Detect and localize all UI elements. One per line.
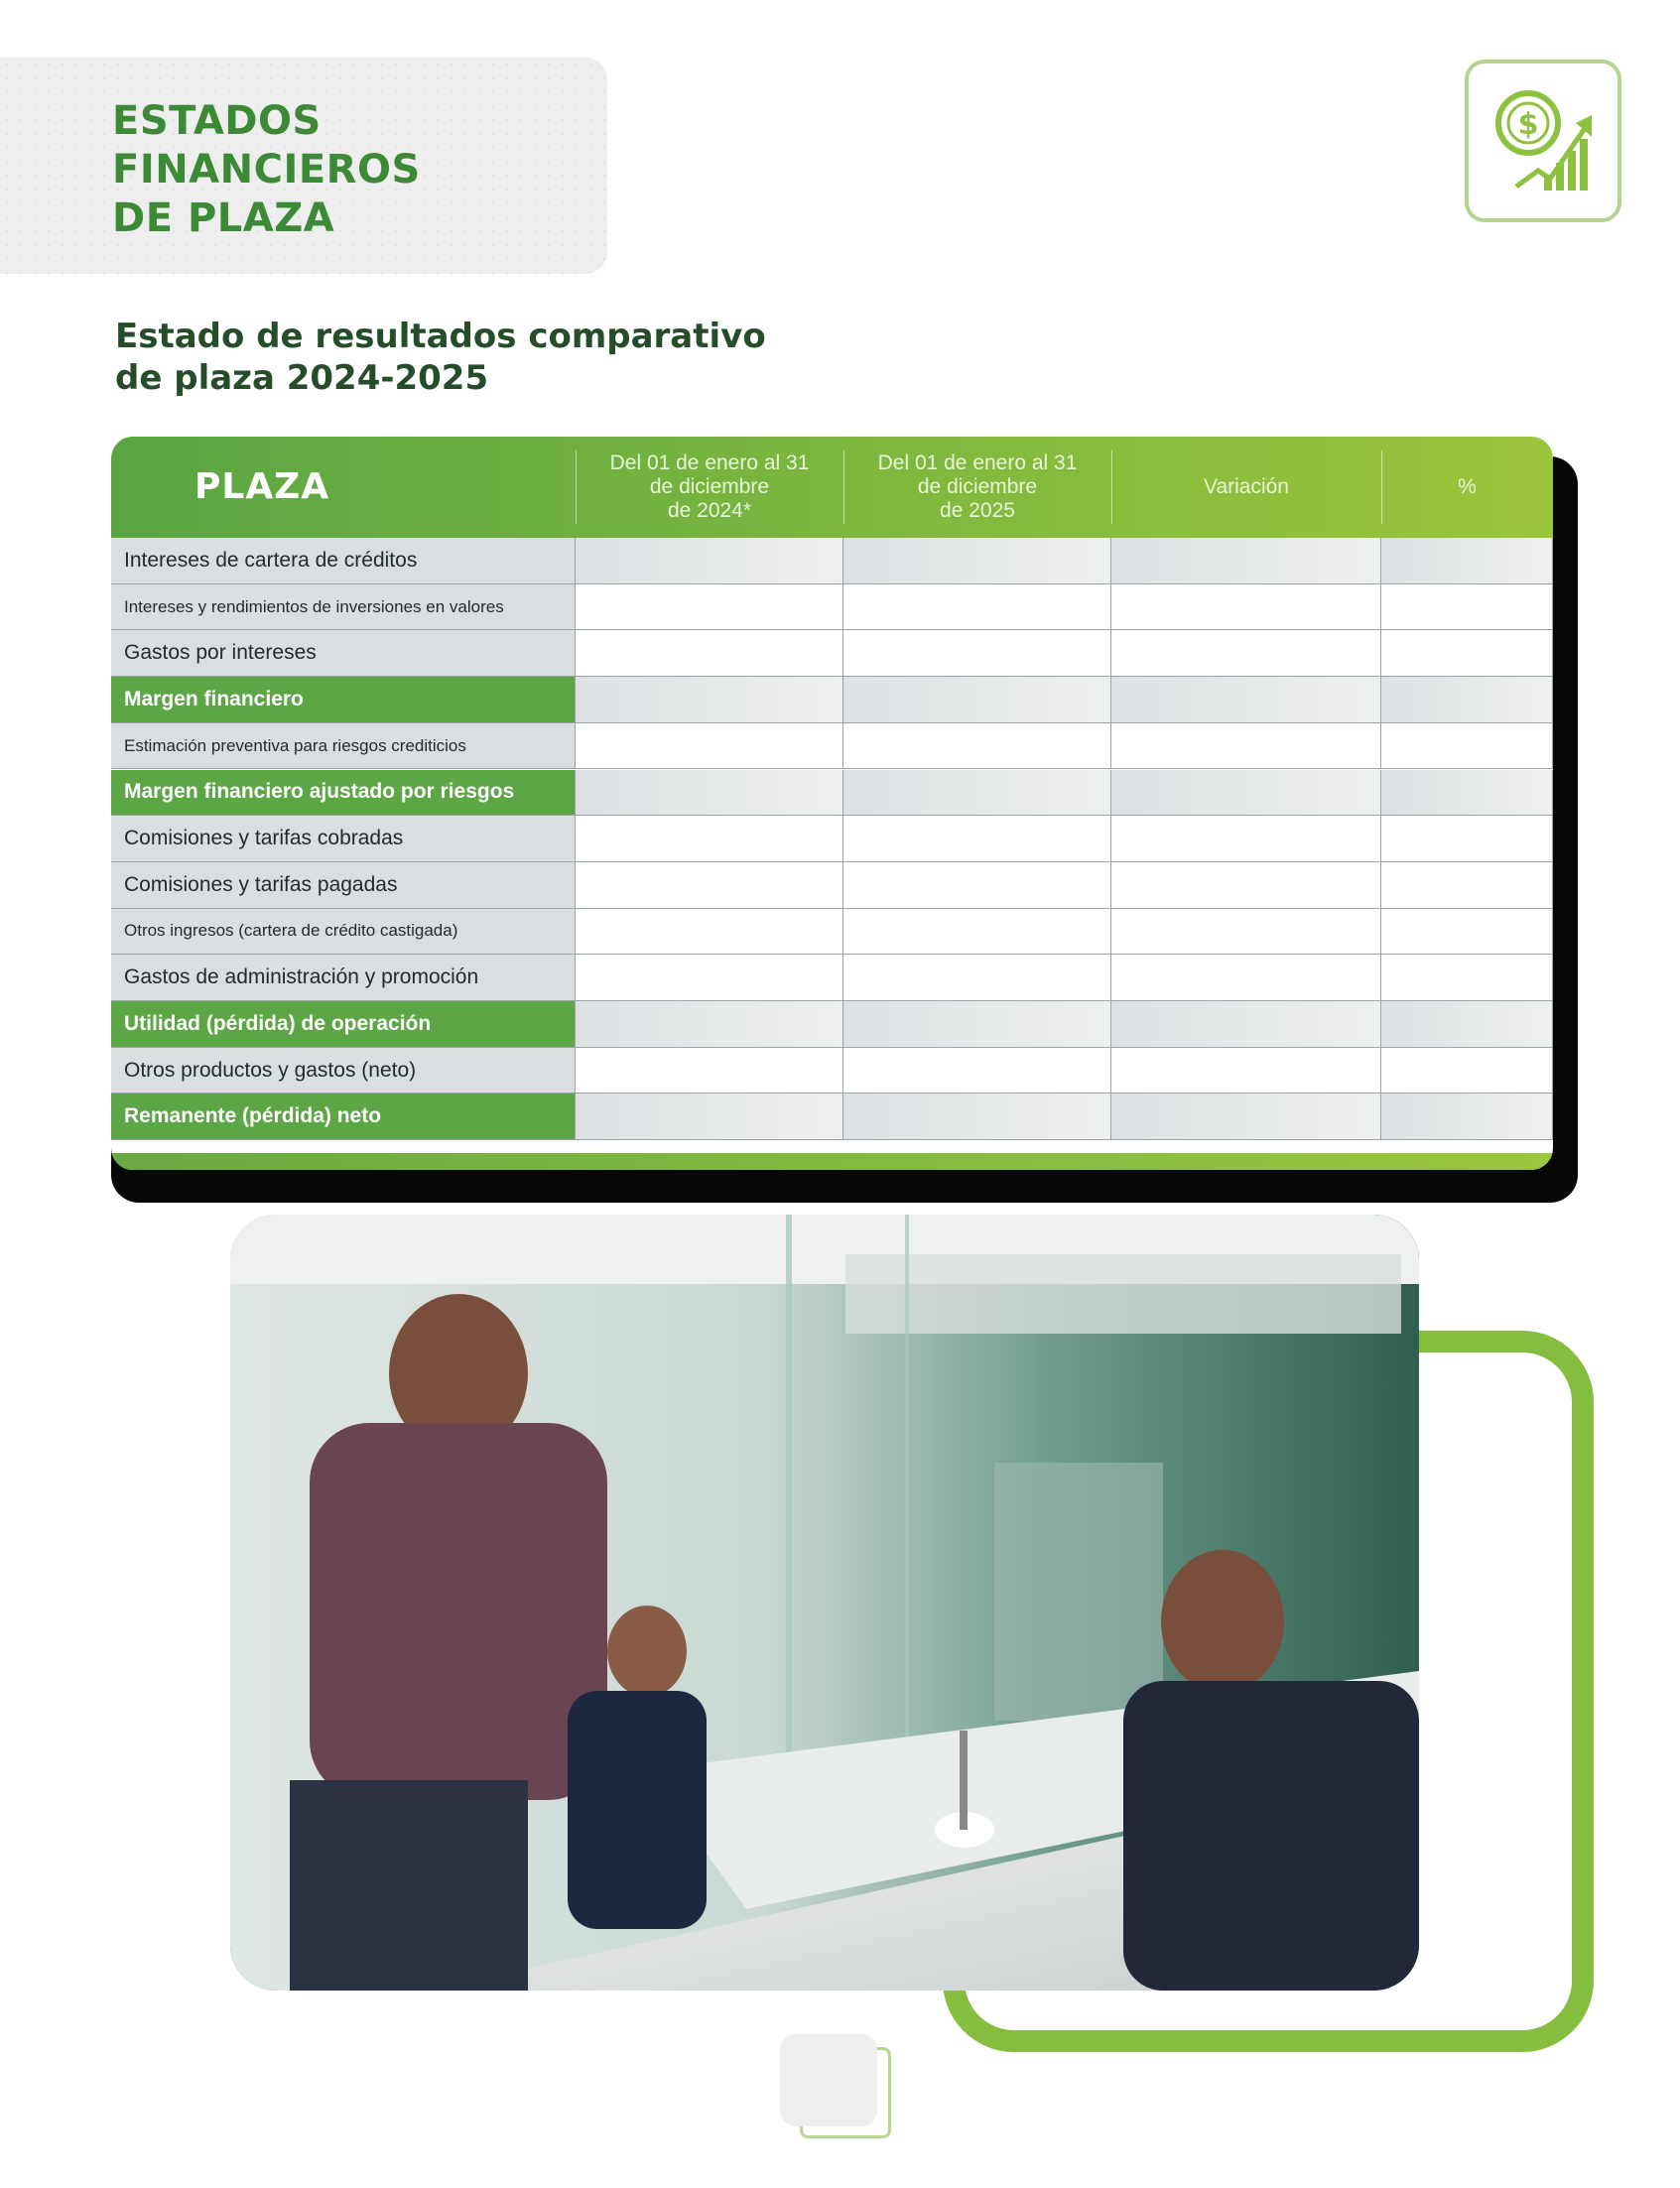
table-row <box>111 1001 1553 1048</box>
table-cell <box>843 1094 1111 1139</box>
page-title-line-1: ESTADOS <box>112 98 322 144</box>
page-title <box>112 97 421 243</box>
table-cell <box>576 630 843 676</box>
table-cell <box>576 816 843 861</box>
money-growth-chart-icon-graphic <box>1488 83 1598 198</box>
table-cell <box>1111 630 1381 676</box>
income-statement-table <box>111 437 1553 1170</box>
table-row <box>111 1094 1553 1140</box>
table-cell <box>1381 630 1553 676</box>
svg-text:$: $ <box>1517 107 1539 142</box>
column-header-2025-line-1: Del 01 de enero al 31 <box>877 451 1078 474</box>
money-growth-chart-icon <box>1465 60 1621 222</box>
column-header-2025-line-2: de diciembre <box>917 475 1038 498</box>
table-header <box>111 437 1553 538</box>
table-cell <box>576 1001 843 1047</box>
table-cell <box>1381 538 1553 583</box>
table-cell <box>843 538 1111 583</box>
branch-counter-photo-illustration <box>230 1215 1419 1991</box>
table-cell <box>1111 723 1381 769</box>
table-cell <box>843 816 1111 861</box>
table-cell <box>1381 723 1553 769</box>
table-row <box>111 816 1553 862</box>
table-cell <box>1111 955 1381 1000</box>
row-label: Otros ingresos (cartera de crédito castigada) <box>111 909 576 955</box>
column-header-2024-line-1: Del 01 de enero al 31 <box>609 451 810 474</box>
row-label: Utilidad (pérdida) de operación <box>111 1001 576 1047</box>
table-cell <box>843 584 1111 630</box>
table-cell <box>1381 1001 1553 1047</box>
table-cell <box>1111 1094 1381 1139</box>
row-label: Margen financiero ajustado por riesgos <box>111 770 576 816</box>
row-label: Margen financiero <box>111 677 576 722</box>
row-label: Gastos por intereses <box>111 630 576 676</box>
table-cell <box>843 770 1111 816</box>
column-header-variacion: Variación <box>1204 475 1289 498</box>
table-cell <box>1111 909 1381 955</box>
table-cell <box>1381 1094 1553 1139</box>
table-row <box>111 584 1553 631</box>
table-cell <box>1381 955 1553 1000</box>
table-row <box>111 955 1553 1001</box>
table-row <box>111 1048 1553 1094</box>
table-row <box>111 538 1553 584</box>
row-label: Intereses y rendimientos de inversiones en valores <box>111 584 576 630</box>
table-cell <box>843 677 1111 722</box>
section-subtitle-line-2: de plaza 2024-2025 <box>115 358 489 398</box>
column-header-plaza: PLAZA <box>194 466 330 507</box>
section-subtitle <box>115 316 766 399</box>
table-cell <box>1381 909 1553 955</box>
table-cell <box>1381 770 1553 816</box>
table-footer-bar <box>111 1153 1553 1170</box>
column-header-2025 <box>843 437 1111 538</box>
column-header-2025-line-3: de 2025 <box>940 499 1015 522</box>
table-cell <box>576 1094 843 1139</box>
row-label: Remanente (pérdida) neto <box>111 1094 576 1139</box>
table-cell <box>843 723 1111 769</box>
table-cell <box>1111 677 1381 722</box>
page-number-box <box>780 2034 877 2126</box>
table-cell <box>843 862 1111 908</box>
table-cell <box>843 909 1111 955</box>
table-cell <box>576 955 843 1000</box>
table-cell <box>1111 1001 1381 1047</box>
table-cell <box>1381 816 1553 861</box>
table-row <box>111 909 1553 956</box>
row-label: Comisiones y tarifas pagadas <box>111 862 576 908</box>
column-header-2024 <box>576 437 843 538</box>
column-header-percent: % <box>1458 475 1477 498</box>
table-cell <box>1111 816 1381 861</box>
table-row <box>111 630 1553 677</box>
table-cell <box>1111 538 1381 583</box>
table-cell <box>1381 862 1553 908</box>
table-cell <box>1111 862 1381 908</box>
table-cell <box>576 723 843 769</box>
column-header-2024-line-3: de 2024* <box>667 499 752 522</box>
table-cell <box>1381 677 1553 722</box>
table-cell <box>843 630 1111 676</box>
table-cell <box>1111 584 1381 630</box>
table-cell <box>843 955 1111 1000</box>
table-row <box>111 677 1553 723</box>
column-header-2024-line-2: de diciembre <box>649 475 770 498</box>
table-cell <box>576 1048 843 1094</box>
row-label: Otros productos y gastos (neto) <box>111 1048 576 1094</box>
page-title-line-2: FINANCIEROS <box>112 147 421 193</box>
table-cell <box>843 1048 1111 1094</box>
table-cell <box>1111 770 1381 816</box>
table-cell <box>1381 584 1553 630</box>
row-label: Gastos de administración y promoción <box>111 955 576 1000</box>
table-row <box>111 862 1553 909</box>
table-cell <box>576 584 843 630</box>
table-cell <box>576 909 843 955</box>
table-row <box>111 770 1553 817</box>
table-cell <box>843 1001 1111 1047</box>
table-cell <box>576 538 843 583</box>
row-label: Intereses de cartera de créditos <box>111 538 576 583</box>
page-title-line-3: DE PLAZA <box>112 195 335 241</box>
table-cell <box>576 770 843 816</box>
branch-counter-photo <box>230 1215 1419 1991</box>
row-label: Estimación preventiva para riesgos crediticios <box>111 723 576 769</box>
row-label: Comisiones y tarifas cobradas <box>111 816 576 861</box>
table-cell <box>1381 1048 1553 1094</box>
table-cell <box>576 677 843 722</box>
table-cell <box>576 862 843 908</box>
section-subtitle-line-1: Estado de resultados comparativo <box>115 317 766 356</box>
table-row <box>111 723 1553 770</box>
table-cell <box>1111 1048 1381 1094</box>
